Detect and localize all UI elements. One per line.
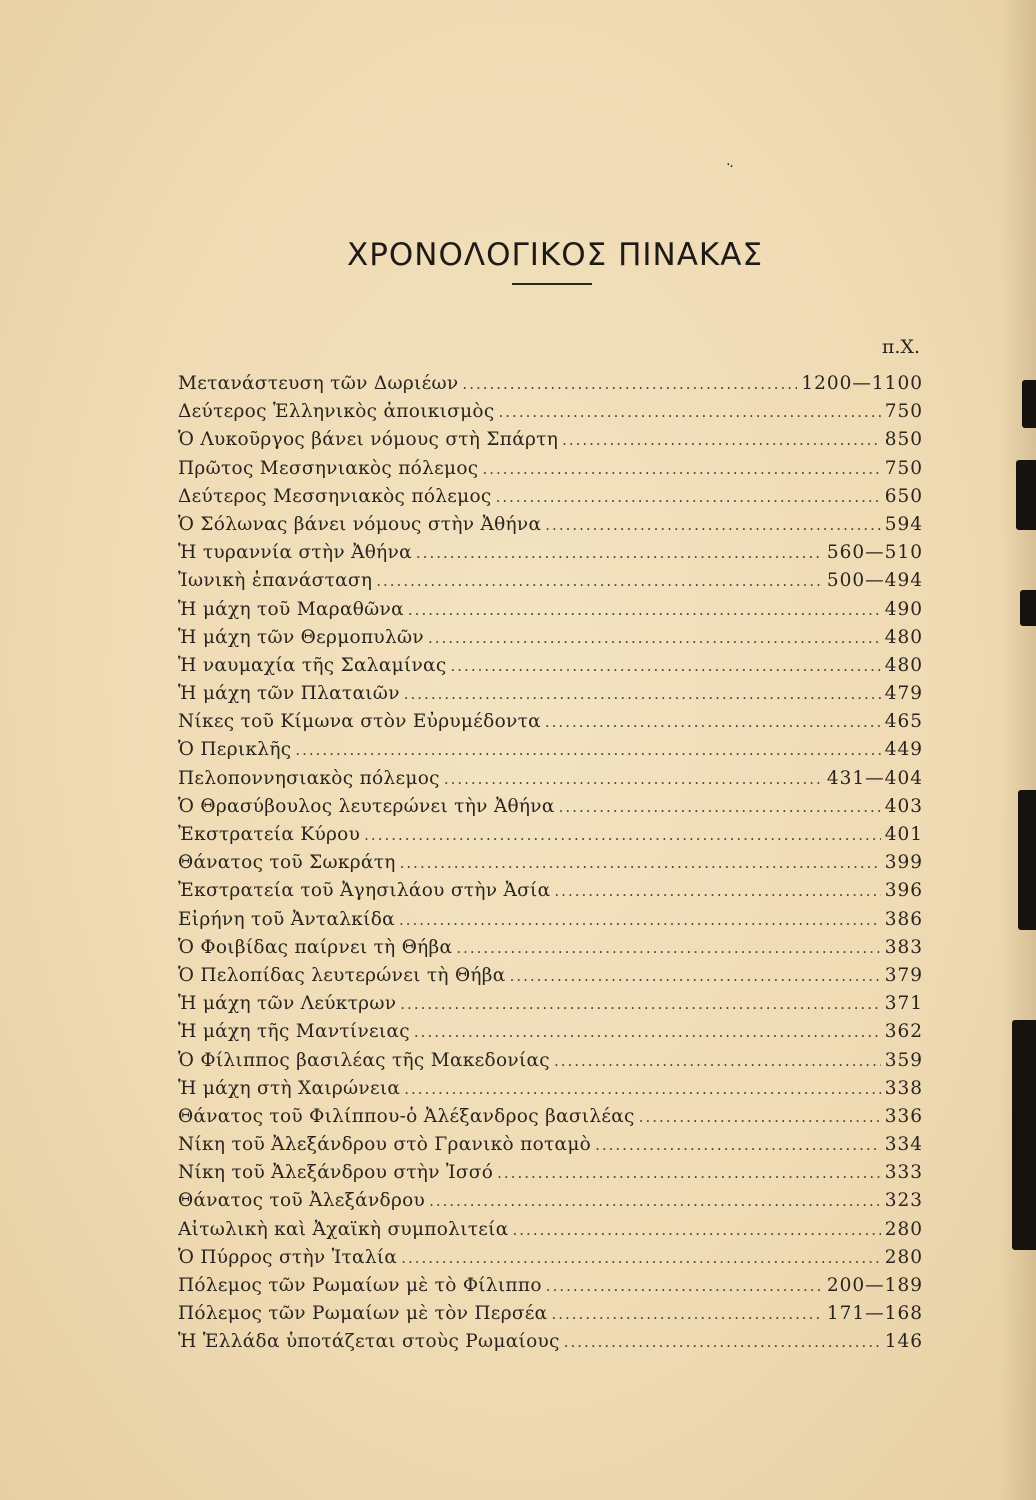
era-label: π.Χ. — [881, 336, 920, 358]
event-year: 750 — [884, 457, 923, 479]
dot-leader — [416, 539, 823, 567]
event-label: Πόλεμος τῶν Ρωμαίων μὲ τὸν Περσέα — [178, 1303, 548, 1325]
event-label: Ὁ Θρασύβουλος λευτερώνει τὴν Ἀθήνα — [178, 795, 555, 817]
event-label: Ἡ μάχη τῶν Θερμοπυλῶν — [178, 626, 424, 648]
event-year: 334 — [884, 1134, 923, 1156]
event-year: 431—404 — [826, 767, 923, 789]
chronology-row — [178, 1216, 923, 1244]
event-year: 359 — [884, 1049, 923, 1071]
torn-edge-mark — [1016, 460, 1036, 530]
dot-leader — [295, 736, 880, 764]
event-label: Ἡ μάχη τοῦ Μαραθῶνα — [178, 598, 404, 620]
chronology-row — [178, 1187, 923, 1215]
dot-leader — [408, 596, 881, 624]
chronology-row — [178, 1272, 923, 1300]
dot-leader — [429, 1187, 881, 1215]
dot-leader — [404, 1075, 880, 1103]
chronology-row — [178, 567, 923, 595]
event-label: Ἡ μάχη τῆς Μαντίνειας — [178, 1021, 410, 1043]
dot-leader — [554, 1047, 881, 1075]
event-year: 465 — [884, 711, 923, 733]
event-year: 386 — [884, 908, 923, 930]
event-year: 323 — [884, 1190, 923, 1212]
dot-leader — [639, 1103, 881, 1131]
event-label: Ἰωνικὴ ἐπανάσταση — [178, 570, 373, 592]
chronology-row — [178, 370, 923, 398]
dot-leader — [414, 1018, 881, 1046]
event-label: Ἡ τυραννία στὴν Ἀθήνα — [178, 542, 412, 564]
event-label: Πόλεμος τῶν Ρωμαίων μὲ τὸ Φίλιππο — [178, 1275, 542, 1296]
chronology-row — [178, 1103, 923, 1131]
event-year: 200—189 — [826, 1275, 923, 1296]
dot-leader — [400, 849, 881, 877]
event-label: Ὁ Πελοπίδας λευτερώνει τὴ Θήβα — [178, 964, 506, 986]
dot-leader — [482, 455, 880, 483]
chronology-row — [178, 990, 923, 1018]
dot-leader — [559, 793, 881, 821]
event-year: 338 — [884, 1077, 923, 1099]
page-title: ΧΡΟΝΟΛΟΓΙΚΟΣ ΠΙΝΑΚΑΣ — [346, 236, 764, 273]
event-year: 560—510 — [826, 542, 923, 564]
event-year: 371 — [884, 993, 923, 1015]
event-year: 449 — [884, 739, 923, 761]
event-year: 500—494 — [826, 570, 923, 592]
event-year: 850 — [884, 429, 923, 451]
torn-edge-mark — [1018, 790, 1036, 930]
event-year: 1200—1100 — [801, 373, 923, 394]
event-label: Θάνατος τοῦ Φιλίππου-ὁ Ἀλέξανδρος βασιλέας — [178, 1105, 635, 1127]
dot-leader — [595, 1131, 881, 1159]
event-year: 403 — [884, 795, 923, 817]
dot-leader — [546, 1272, 823, 1300]
chronology-row — [178, 1244, 923, 1272]
torn-edge-mark — [1012, 1020, 1036, 1250]
chronology-row — [178, 680, 923, 708]
event-label: Ἡ μάχη στὴ Χαιρώνεια — [178, 1077, 401, 1099]
chronology-list — [178, 370, 923, 1357]
chronology-row — [178, 821, 923, 849]
event-label: Εἰρήνη τοῦ Ἀνταλκίδα — [178, 908, 395, 930]
dot-leader — [551, 1300, 822, 1328]
page-edge-shadow — [1000, 0, 1036, 1500]
chronology-row — [178, 962, 923, 990]
event-year: 480 — [884, 654, 923, 676]
event-label: Ὁ Σόλωνας βάνει νόμους στὴν Ἀθήνα — [178, 513, 542, 535]
event-year: 490 — [884, 598, 923, 620]
event-year: 480 — [884, 626, 923, 648]
chronology-row — [178, 849, 923, 877]
chronology-row — [178, 483, 923, 511]
event-year: 280 — [884, 1246, 923, 1268]
event-label: Δεύτερος Μεσσηνιακὸς πόλεμος — [178, 485, 492, 507]
chronology-row — [178, 906, 923, 934]
event-label: Ὁ Πύρρος στὴν Ἰταλία — [178, 1246, 398, 1268]
event-year: 336 — [884, 1105, 923, 1127]
dot-leader — [456, 934, 880, 962]
chronology-row — [178, 511, 923, 539]
event-label: Πελοποννησιακὸς πόλεμος — [178, 767, 440, 789]
chronology-row — [178, 1159, 923, 1187]
dot-leader — [404, 680, 881, 708]
chronology-row — [178, 736, 923, 764]
chronology-row — [178, 765, 923, 793]
chronology-row — [178, 455, 923, 483]
event-label: Ὁ Φίλιππος βασιλέας τῆς Μακεδονίας — [178, 1049, 550, 1071]
dot-leader — [444, 765, 823, 793]
event-label: Νίκες τοῦ Κίμωνα στὸν Εὐρυμέδοντα — [178, 711, 541, 733]
event-year: 333 — [884, 1162, 923, 1184]
dot-leader — [401, 1244, 880, 1272]
event-label: Αἰτωλικὴ καὶ Ἀχαϊκὴ συμπολιτεία — [178, 1218, 509, 1240]
event-label: Θάνατος τοῦ Ἀλεξάνδρου — [178, 1190, 426, 1212]
chronology-row — [178, 1075, 923, 1103]
chronology-row — [178, 624, 923, 652]
event-label: Ὁ Λυκοῦργος βάνει νόμους στὴ Σπάρτη — [178, 429, 559, 451]
event-label: Δεύτερος Ἑλληνικὸς ἀποικισμὸς — [178, 401, 495, 423]
dot-leader — [497, 1159, 881, 1187]
event-label: Ἡ ναυμαχία τῆς Σαλαμίνας — [178, 654, 447, 676]
event-year: 401 — [884, 824, 923, 845]
dot-leader — [428, 624, 881, 652]
event-label: Νίκη τοῦ Ἀλεξάνδρου στὸ Γρανικὸ ποταμὸ — [178, 1134, 592, 1156]
chronology-row — [178, 1047, 923, 1075]
event-year: 650 — [884, 485, 923, 507]
event-year: 479 — [884, 683, 923, 705]
chronology-row — [178, 596, 923, 624]
chronology-row — [178, 877, 923, 905]
dot-leader — [513, 1216, 881, 1244]
event-label: Ἐκστρατεία Κύρου — [178, 824, 361, 845]
dot-leader — [400, 990, 880, 1018]
event-label: Νίκη τοῦ Ἀλεξάνδρου στὴν Ἰσσό — [178, 1162, 494, 1184]
event-year: 594 — [884, 513, 923, 535]
chronology-row — [178, 934, 923, 962]
dot-leader — [554, 877, 880, 905]
chronology-row — [178, 1131, 923, 1159]
event-year: 750 — [884, 401, 923, 423]
dot-leader — [462, 370, 797, 398]
dot-leader — [376, 567, 823, 595]
event-label: Θάνατος τοῦ Σωκράτη — [178, 852, 396, 874]
ink-speck: ⸱⸱ — [722, 157, 737, 175]
event-label: Ἐκστρατεία τοῦ Ἀγησιλάου στὴν Ἀσία — [178, 880, 551, 902]
dot-leader — [499, 398, 881, 426]
chronology-row — [178, 426, 923, 454]
event-label: Μετανάστευση τῶν Δωριέων — [178, 373, 459, 394]
chronology-row — [178, 708, 923, 736]
event-year: 383 — [884, 936, 923, 958]
dot-leader — [545, 708, 881, 736]
event-year: 399 — [884, 852, 923, 874]
event-label: Ἡ μάχη τῶν Λεύκτρων — [178, 993, 397, 1015]
title-underline — [512, 283, 592, 285]
dot-leader — [562, 426, 881, 454]
event-year: 362 — [884, 1021, 923, 1043]
dot-leader — [364, 821, 881, 849]
event-year: 146 — [884, 1331, 923, 1353]
event-label: Πρῶτος Μεσσηνιακὸς πόλεμος — [178, 457, 479, 479]
event-year: 379 — [884, 964, 923, 986]
dot-leader — [510, 962, 881, 990]
chronology-row — [178, 1018, 923, 1046]
chronology-row — [178, 539, 923, 567]
dot-leader — [496, 483, 881, 511]
event-label: Ἡ μάχη τῶν Πλαταιῶν — [178, 683, 400, 705]
event-label: Ἡ Ἑλλάδα ὑποτάζεται στοὺς Ρωμαίους — [178, 1331, 560, 1353]
chronology-row — [178, 793, 923, 821]
torn-edge-mark — [1020, 590, 1036, 626]
event-year: 280 — [884, 1218, 923, 1240]
chronology-row — [178, 398, 923, 426]
chronology-row — [178, 652, 923, 680]
dot-leader — [451, 652, 881, 680]
event-label: Ὁ Φοιβίδας παίρνει τὴ Θήβα — [178, 936, 453, 958]
event-year: 171—168 — [826, 1303, 923, 1325]
chronology-row — [178, 1300, 923, 1328]
event-label: Ὁ Περικλῆς — [178, 739, 292, 761]
torn-edge-mark — [1022, 380, 1036, 428]
chronology-row — [178, 1328, 923, 1356]
dot-leader — [399, 906, 881, 934]
dot-leader — [545, 511, 880, 539]
event-year: 396 — [884, 880, 923, 902]
dot-leader — [564, 1328, 881, 1356]
